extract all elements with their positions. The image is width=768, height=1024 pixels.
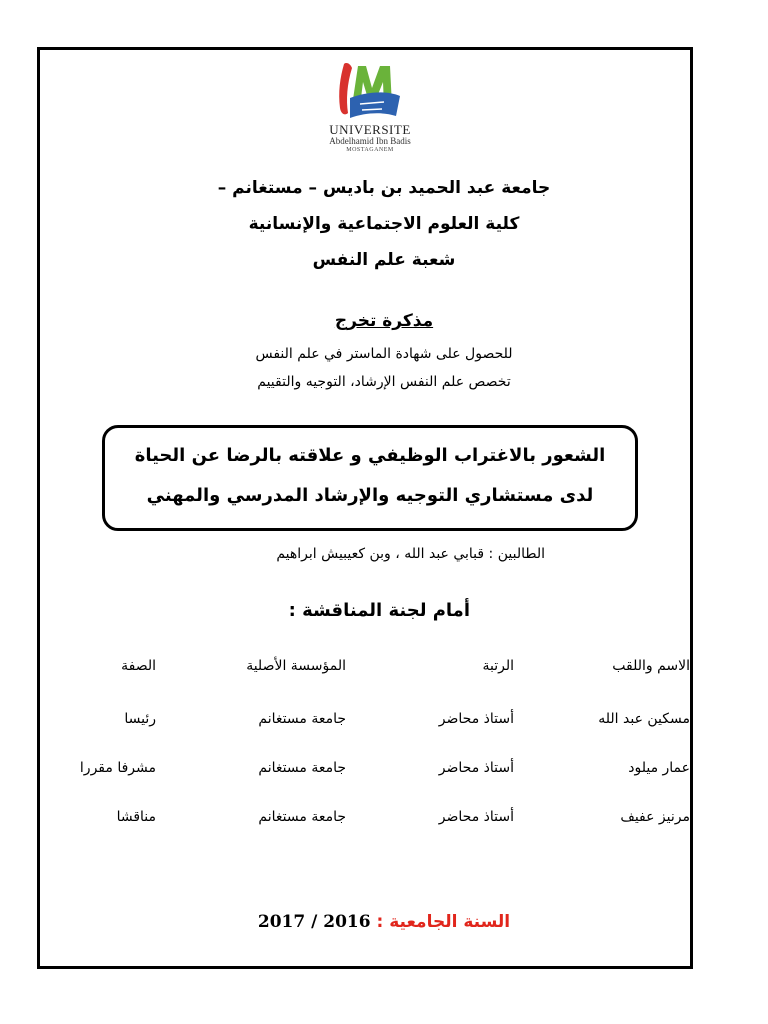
university-name: جامعة عبد الحميد بن باديس – مستغانم – <box>217 178 551 198</box>
memo-title: مذكرة تخرج <box>334 311 434 331</box>
row-3-role: مناقشا <box>116 809 156 825</box>
row-2-rank: أستاذ محاضر <box>438 760 514 776</box>
thesis-title-line-2: لدى مستشاري التوجيه والإرشاد المدرسي والمهني <box>146 485 594 506</box>
logo-text-city: MOSTAGANEM <box>346 147 394 153</box>
department-name: شعبة علم النفس <box>312 250 456 270</box>
committee-title: أمام لجنة المناقشة : <box>288 600 470 621</box>
row-1-name: مسكين عبد الله <box>598 711 690 727</box>
academic-year-value: 2016 / 2017 <box>257 912 371 932</box>
header-role: الصفة <box>121 658 156 674</box>
university-logo <box>300 58 440 158</box>
row-3-institution: جامعة مستغانم <box>258 809 346 825</box>
header-rank: الرتبة <box>482 658 514 674</box>
university-logo-icon <box>300 58 440 122</box>
row-3-rank: أستاذ محاضر <box>438 809 514 825</box>
row-3-name: مرنيز عفيف <box>620 809 690 825</box>
row-1-rank: أستاذ محاضر <box>438 711 514 727</box>
logo-text-name: Abdelhamid Ibn Badis <box>329 136 411 146</box>
thesis-title-box <box>102 425 638 531</box>
academic-year-label: السنة الجامعية : <box>376 912 511 932</box>
students-line: الطالبين : قبابي عبد الله ، وبن كعيبيش ابراهيم <box>276 546 545 562</box>
academic-year <box>0 912 768 932</box>
thesis-title-line-1: الشعور بالاغتراب الوظيفي و علاقته بالرضا عن الحياة <box>134 445 606 466</box>
row-1-role: رئيسا <box>124 711 156 727</box>
row-2-institution: جامعة مستغانم <box>258 760 346 776</box>
faculty-name: كلية العلوم الاجتماعية والإنسانية <box>248 214 520 234</box>
degree-line: للحصول على شهادة الماستر في علم النفس <box>255 346 513 362</box>
row-2-role: مشرفا مقررا <box>79 760 156 776</box>
header-institution: المؤسسة الأصلية <box>246 658 346 674</box>
specialty-line: تخصص علم النفس الإرشاد، التوجيه والتقييم <box>257 374 511 390</box>
logo-text-universite: UNIVERSITE <box>329 122 411 137</box>
row-2-name: عمار ميلود <box>628 760 690 776</box>
row-1-institution: جامعة مستغانم <box>258 711 346 727</box>
header-name: الاسم واللقب <box>612 658 690 674</box>
